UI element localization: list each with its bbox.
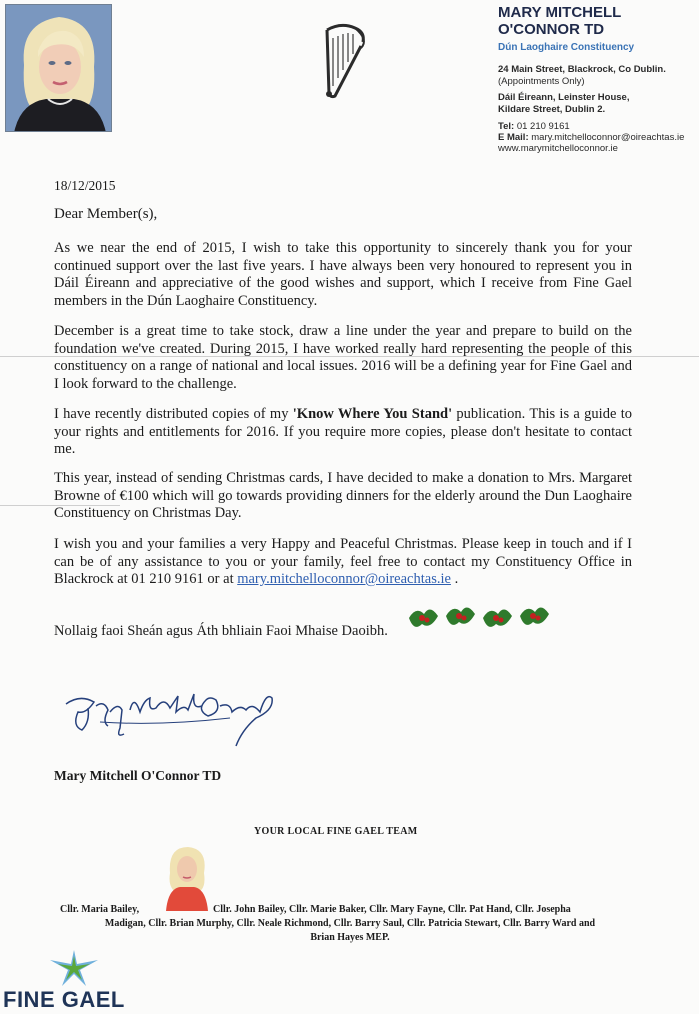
email-label: E Mail: (498, 132, 529, 143)
office-address: 24 Main Street, Blackrock, Co Dublin. (498, 64, 666, 75)
holly-icon (446, 607, 475, 624)
mp-name-line1: MARY MITCHELL (498, 4, 622, 21)
dail-address-line2: Kildare Street, Dublin 2. (498, 104, 606, 115)
salutation: Dear Member(s), (54, 206, 158, 222)
paragraph-4: This year, instead of sending Christmas cards, I have decided to make a donation to Mrs. Margaret Browne of €100 which will go towards providing dinners for the elderly around the Dun Laoghaire Constituency on Christmas Day. (54, 470, 632, 521)
paragraph-5 (54, 536, 632, 589)
telephone (498, 121, 698, 132)
email-address[interactable]: mary.mitchelloconnor@oireachtas.ie (531, 132, 685, 143)
team-title: YOUR LOCAL FINE GAEL TEAM (254, 826, 418, 837)
address-note: (Appointments Only) (498, 76, 585, 87)
p5-text-before: I wish you and your families a very Happy and Peaceful Christmas. Please keep in touch and if I can be of any assistance to you or your family, feel free to contact my Constituency Office in Blackrock at 01 210 9161 or at (54, 536, 632, 587)
paragraph-3 (54, 406, 632, 459)
holly-icon (409, 609, 438, 626)
team-members-line2: Madigan, Cllr. Brian Murphy, Cllr. Neale Richmond, Cllr. Barry Saul, Cllr. Patricia Stewart, Cllr. Barry Ward and (104, 918, 596, 929)
holly-icon (520, 607, 549, 624)
portrait-photo (5, 4, 112, 132)
letter-date: 18/12/2015 (54, 178, 116, 193)
mp-name-line2: O'CONNOR TD (498, 21, 605, 38)
handwritten-signature (60, 682, 280, 752)
paragraph-2: December is a great time to take stock, draw a line under the year and prepare to build on the foundation we've created. During 2015, I have worked really hard representing the people of this constituency on a range of national and local issues. 2016 will be a defining year for Fine Gael and I look forward to the challenge. (54, 323, 632, 392)
contact-block (498, 121, 698, 154)
address-block (498, 64, 698, 88)
closing-greeting: Nollaig faoi Sheán agus Áth bhliain Faoi Mhaise Daoibh. (54, 623, 388, 639)
fine-gael-star-icon (46, 948, 102, 988)
email (498, 132, 698, 143)
holly-icon (483, 609, 512, 626)
team-members-line3: Brian Hayes MEP. (310, 932, 390, 943)
email-link[interactable]: mary.mitchelloconnor@oireachtas.ie (237, 571, 451, 587)
p5-text-after: . (450, 571, 459, 587)
dail-address-line1: Dáil Éireann, Leinster House, (498, 92, 630, 103)
website[interactable]: www.marymitchelloconnor.ie (498, 143, 618, 154)
tel-number: 01 210 9161 (516, 121, 570, 132)
harp-emblem-icon (317, 20, 371, 100)
paragraph-1: As we near the end of 2015, I wish to take this opportunity to sincerely thank you for your continued support over the last five years. I have always been very honoured to represent you in Dáil Éireann and appreciative of the good wishes and support, which I receive from Fine Gael members in the Dún Laoghaire Constituency. (54, 240, 632, 309)
team-member-first: Cllr. Maria Bailey, (60, 904, 140, 915)
p3-text-after: publication. This is a guide to your rights and entitlements for 2016. If you require more copies, please don't hesitate to contact me. (54, 406, 632, 457)
publication-title: 'Know Where You Stand' (292, 406, 453, 422)
letterhead (498, 4, 698, 154)
dail-address (498, 92, 698, 116)
signatory-name: Mary Mitchell O'Connor TD (54, 768, 222, 783)
p3-text-before: I have recently distributed copies of my (54, 406, 293, 422)
holly-decoration (406, 600, 556, 636)
fine-gael-logo-text: FINE GAEL (3, 987, 125, 1012)
team-photo (164, 843, 210, 911)
tel-label: Tel: (498, 121, 515, 132)
constituency: Dún Laoghaire Constituency (498, 42, 635, 53)
team-members-line1: Cllr. John Bailey, Cllr. Marie Baker, Cllr. Mary Fayne, Cllr. Pat Hand, Cllr. Josepha (213, 904, 571, 915)
